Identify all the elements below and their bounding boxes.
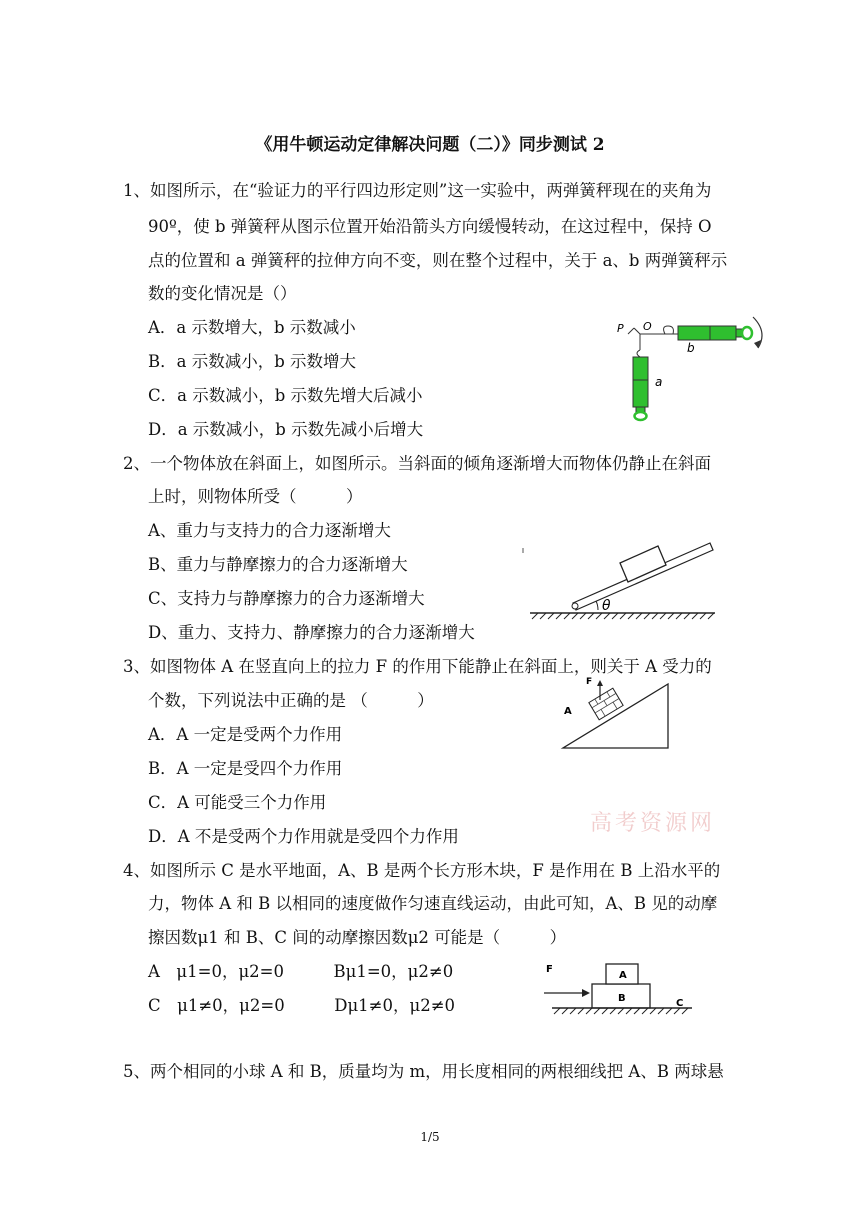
hook-icon: [637, 350, 640, 357]
q4-line: 力，物体 A 和 B 以相同的速度做作匀速直线运动，由此可知，A、B 见的动摩: [148, 894, 718, 913]
fig-label-theta: θ: [602, 598, 611, 614]
fig-label-f: F: [586, 677, 593, 687]
q3-option-c: C．A 可能受三个力作用: [148, 793, 327, 812]
fig-label-o: O: [643, 320, 652, 333]
spring-scale-a: [633, 357, 648, 407]
ground-hatch: [532, 613, 714, 619]
page-title: 《用牛顿运动定律解决问题（二）》同步测试 2: [255, 135, 605, 155]
q4-line: 擦因数μ1 和 B、C 间的动摩擦因数μ2 可能是（ ）: [148, 928, 567, 947]
spring-b-ring: [742, 327, 752, 339]
incline-plank-figure: [520, 535, 720, 625]
q2-option-c: C、支持力与静摩擦力的合力逐渐增大: [148, 589, 425, 608]
spring-scale-figure: [610, 312, 770, 422]
fig-label-a: A: [619, 970, 627, 981]
watermark: 高考资源网: [590, 811, 716, 836]
q1-option-d: D．a 示数减小，b 示数先减小后增大: [148, 420, 424, 439]
page-number: 1/5: [420, 1130, 440, 1144]
q2-option-b: B、重力与静摩擦力的合力逐渐增大: [148, 555, 408, 574]
fig-line-op: [634, 328, 640, 334]
fig-label-a: a: [655, 375, 663, 389]
q1-option-c: C．a 示数减小，b 示数先增大后减小: [148, 386, 423, 405]
fig-line-p: [628, 328, 634, 334]
spring-a-ring: [635, 412, 647, 420]
q4-line: 4、如图所示 C 是水平地面，A、B 是两个长方形木块，F 是作用在 B 上沿水平的: [123, 861, 721, 880]
q1-line: 1、如图所示，在“验证力的平行四边形定则”这一实验中，两弹簧秤现在的夹角为: [123, 181, 712, 200]
q5-line: 5、两个相同的小球 A 和 B，质量均为 m，用长度相同的两根细线把 A、B 两球悬: [123, 1062, 724, 1081]
q1-option-a: A．a 示数增大，b 示数减小: [148, 318, 356, 337]
stacked-blocks-figure: [540, 960, 700, 1022]
fig-label-c: C: [676, 998, 684, 1009]
q2-line: 2、一个物体放在斜面上，如图所示。当斜面的倾角逐渐增大而物体仍静止在斜面: [123, 454, 711, 473]
q1-line: 90º，使 b 弹簧秤从图示位置开始沿箭头方向缓慢转动，在这过程中，保持 O: [148, 217, 712, 236]
fig-label-p: P: [617, 322, 624, 335]
q3-line: 3、如图物体 A 在竖直向上的拉力 F 的作用下能静止在斜面上，则关于 A 受力的: [123, 657, 712, 676]
incline-block-figure: [558, 672, 678, 754]
ground-hatch: [554, 1008, 688, 1014]
angle-arc: [596, 601, 598, 610]
arrow-head-icon: [582, 989, 590, 997]
spring-scale-b: [678, 326, 736, 340]
q3-option-d: D．A 不是受两个力作用就是受四个力作用: [148, 827, 459, 846]
q3-option-b: B．A 一定是受四个力作用: [148, 759, 343, 778]
fig-label-b: b: [687, 341, 695, 355]
q2-option-d: D、重力、支持力、静摩擦力的合力逐渐增大: [148, 623, 475, 642]
arrow-head-icon: [597, 680, 603, 686]
hook-icon: [664, 326, 674, 334]
q2-option-a: A、重力与支持力的合力逐渐增大: [148, 521, 391, 540]
q1-option-b: B．a 示数减小，b 示数增大: [148, 352, 357, 371]
q3-line: 个数，下列说法中正确的是 （ ）: [148, 691, 434, 710]
q1-line: 数的变化情况是（）: [148, 284, 297, 303]
q2-line: 上时，则物体所受（ ）: [148, 487, 363, 506]
q4-options-ab: A μ1=0，μ2=0 Bμ1=0，μ2≠0: [148, 962, 454, 981]
fig-label-b: B: [618, 993, 626, 1004]
q3-option-a: A．A 一定是受两个力作用: [148, 725, 343, 744]
q1-line: 点的位置和 a 弹簧秤的拉伸方向不变，则在整个过程中，关于 a、b 两弹簧秤示: [148, 251, 728, 270]
fig-label-a: A: [564, 706, 572, 717]
q4-options-cd: C μ1≠0，μ2=0 Dμ1≠0，μ2≠0: [148, 996, 456, 1015]
fig-label-f: F: [546, 964, 553, 975]
